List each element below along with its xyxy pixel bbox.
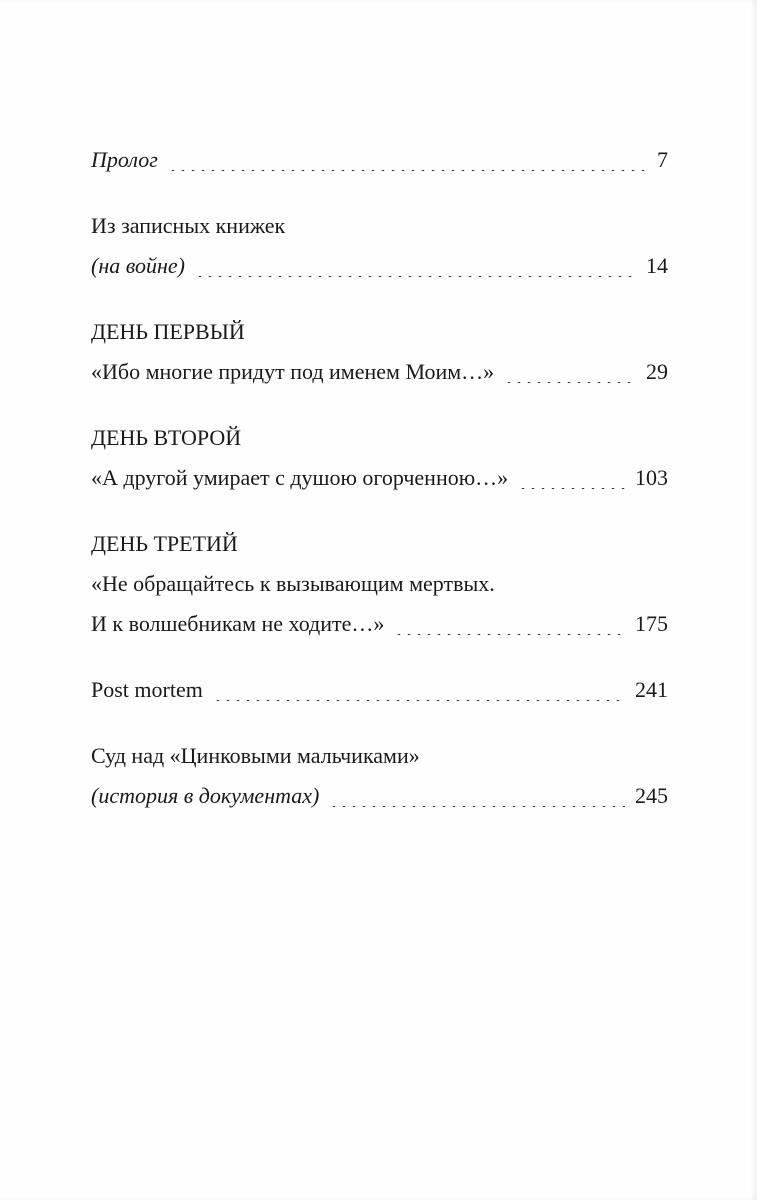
dot-leader bbox=[195, 276, 636, 277]
toc-page-number: 7 bbox=[657, 147, 668, 172]
toc-title-line: И к волшебникам не ходите…» bbox=[91, 611, 385, 636]
dot-leader bbox=[394, 634, 625, 635]
toc-entry-post-mortem bbox=[91, 670, 668, 710]
toc-section-heading: ДЕНЬ ТРЕТИЙ bbox=[91, 531, 238, 556]
toc-entry-notebooks bbox=[91, 206, 668, 286]
toc-entry-day-one bbox=[91, 312, 668, 392]
toc-entry-day-three bbox=[91, 524, 668, 644]
toc-page-number: 14 bbox=[646, 253, 668, 278]
dot-leader bbox=[329, 806, 625, 807]
table-of-contents bbox=[91, 140, 668, 842]
toc-page-number: 103 bbox=[635, 465, 668, 490]
toc-title: Post mortem bbox=[91, 677, 203, 702]
dot-leader bbox=[518, 488, 625, 489]
toc-subtitle: (история в документах) bbox=[91, 783, 320, 808]
toc-section-heading: ДЕНЬ ВТОРОЙ bbox=[91, 425, 242, 450]
toc-title: «Ибо многие придут под именем Моим…» bbox=[91, 359, 495, 384]
dot-leader bbox=[168, 170, 647, 171]
toc-section-heading: ДЕНЬ ПЕРВЫЙ bbox=[91, 319, 245, 344]
toc-title: Пролог bbox=[91, 147, 158, 172]
toc-subtitle: (на войне) bbox=[91, 253, 186, 278]
dot-leader bbox=[213, 700, 625, 701]
toc-title: Из записных книжек bbox=[91, 213, 286, 238]
toc-page-number: 245 bbox=[635, 783, 668, 808]
toc-entry-day-two bbox=[91, 418, 668, 498]
dot-leader bbox=[504, 382, 636, 383]
toc-title: Суд над «Цинковыми мальчиками» bbox=[91, 743, 420, 768]
toc-title: «А другой умирает с душою огорченною…» bbox=[91, 465, 509, 490]
toc-page-number: 175 bbox=[635, 611, 668, 636]
toc-title-line: «Не обращайтесь к вызывающим мертвых. bbox=[91, 571, 495, 596]
toc-entry-prologue bbox=[91, 140, 668, 180]
toc-page-number: 241 bbox=[635, 677, 668, 702]
toc-page-number: 29 bbox=[646, 359, 668, 384]
toc-entry-trial bbox=[91, 736, 668, 816]
